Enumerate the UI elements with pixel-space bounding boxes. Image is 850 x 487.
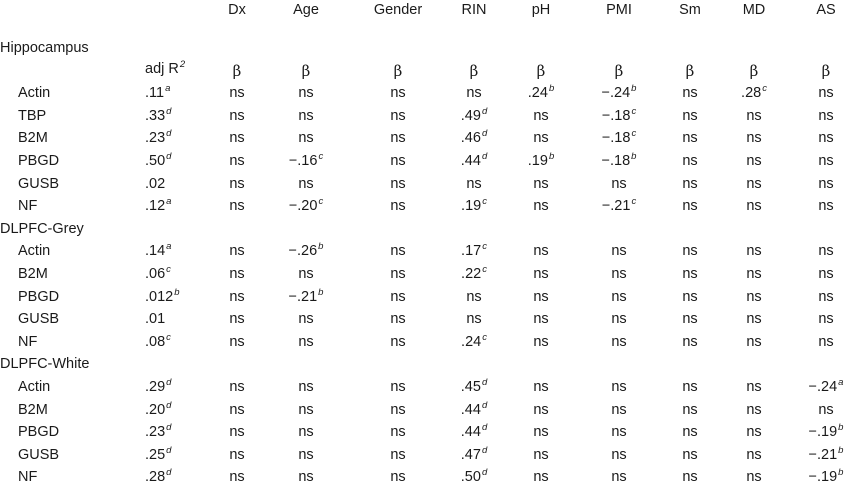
beta-value: ns xyxy=(818,175,834,192)
beta-value: ns xyxy=(229,424,245,441)
beta-value: ns xyxy=(746,107,762,124)
beta-value: ns xyxy=(390,379,406,395)
beta-value: ns xyxy=(746,401,762,418)
beta-value: −.21$^b$ xyxy=(808,444,844,463)
beta-value: ns xyxy=(298,311,314,328)
beta-header: β xyxy=(821,61,831,80)
beta-value: −.19$^b$ xyxy=(808,467,844,486)
beta-value: ns xyxy=(746,153,762,169)
beta-value: ns xyxy=(682,311,698,328)
beta-value: ns xyxy=(390,266,406,282)
beta-value: ns xyxy=(818,85,834,102)
beta-value: ns xyxy=(229,469,245,486)
adj-r2-value: .08$^c$ xyxy=(145,331,171,350)
adj-r2-value: .01 xyxy=(145,311,166,328)
beta-header: β xyxy=(685,61,695,80)
beta-value: ns xyxy=(390,107,406,124)
adj-r2-value: .28$^d$ xyxy=(145,467,172,486)
beta-value: ns xyxy=(682,266,698,282)
column-header-md: MD xyxy=(742,2,766,18)
beta-value: ns xyxy=(390,401,406,418)
beta-value: ns xyxy=(229,130,245,147)
column-header-pmi: PMI xyxy=(606,2,632,18)
beta-value: ns xyxy=(533,107,549,124)
beta-value: ns xyxy=(611,469,627,486)
beta-value: .45$^d$ xyxy=(460,377,488,395)
adj-r2-value: .14$^a$ xyxy=(145,241,172,260)
adj-r2-value: .23$^d$ xyxy=(145,128,172,147)
beta-value: ns xyxy=(298,175,314,192)
adj-r2-value: .50$^d$ xyxy=(145,151,172,169)
beta-value: ns xyxy=(390,198,406,215)
beta-value: ns xyxy=(682,130,698,147)
beta-value: ns xyxy=(533,446,549,463)
beta-header: β xyxy=(614,61,624,80)
beta-value: ns xyxy=(229,446,245,463)
beta-header: β xyxy=(232,61,242,80)
beta-value: ns xyxy=(466,288,482,305)
beta-value: ns xyxy=(611,175,627,192)
beta-value: .44$^d$ xyxy=(460,422,488,441)
beta-value: ns xyxy=(229,311,245,328)
beta-value: ns xyxy=(229,333,245,350)
gene-label: NF xyxy=(18,198,38,215)
beta-value: ns xyxy=(229,153,245,169)
beta-value: .24$^c$ xyxy=(461,331,487,350)
beta-value: ns xyxy=(682,446,698,463)
adj-r2-value: .23$^d$ xyxy=(145,422,172,441)
beta-value: ns xyxy=(298,107,314,124)
beta-value: ns xyxy=(682,85,698,102)
beta-value: ns xyxy=(533,288,549,305)
beta-value: ns xyxy=(466,175,482,192)
beta-value: ns xyxy=(818,243,834,260)
beta-value: ns xyxy=(298,401,314,418)
beta-value: −.21$^c$ xyxy=(601,196,637,215)
beta-value: ns xyxy=(611,424,627,441)
beta-value: ns xyxy=(682,153,698,169)
beta-value: ns xyxy=(611,446,627,463)
beta-value: ns xyxy=(229,107,245,124)
adj-r2-value: .33$^d$ xyxy=(145,105,172,124)
beta-value: −.24$^b$ xyxy=(601,83,637,102)
beta-value: ns xyxy=(533,243,549,260)
beta-value: ns xyxy=(818,130,834,147)
beta-value: ns xyxy=(682,288,698,305)
beta-value: ns xyxy=(818,311,834,328)
beta-value: −.21$^b$ xyxy=(288,286,324,305)
gene-label: GUSB xyxy=(18,446,60,463)
gene-label: B2M xyxy=(18,401,48,418)
column-header-ph: pH xyxy=(531,2,551,18)
beta-value: ns xyxy=(533,311,549,328)
beta-value: ns xyxy=(533,333,549,350)
beta-value: ns xyxy=(746,130,762,147)
beta-value: ns xyxy=(298,266,314,282)
gene-label: Actin xyxy=(18,379,51,395)
beta-value: ns xyxy=(611,243,627,260)
beta-value: ns xyxy=(818,333,834,350)
beta-value: ns xyxy=(818,401,834,418)
beta-value: −.26$^b$ xyxy=(288,241,324,260)
gene-label: PBGD xyxy=(18,288,60,305)
section-title: DLPFC-Grey xyxy=(0,220,84,237)
beta-value: ns xyxy=(682,379,698,395)
beta-value: ns xyxy=(682,243,698,260)
gene-label: Actin xyxy=(18,243,51,260)
beta-value: ns xyxy=(611,288,627,305)
beta-value: .49$^d$ xyxy=(460,105,488,124)
beta-value: ns xyxy=(746,379,762,395)
beta-value: ns xyxy=(390,311,406,328)
beta-value: −.18$^b$ xyxy=(601,151,637,169)
beta-value: ns xyxy=(682,333,698,350)
beta-value: ns xyxy=(533,266,549,282)
beta-value: ns xyxy=(818,107,834,124)
beta-value: ns xyxy=(682,175,698,192)
beta-value: ns xyxy=(298,424,314,441)
beta-value: ns xyxy=(746,175,762,192)
beta-value: .44$^d$ xyxy=(460,399,488,418)
beta-value: ns xyxy=(746,469,762,486)
beta-value: ns xyxy=(229,85,245,102)
beta-value: ns xyxy=(818,198,834,215)
beta-value: ns xyxy=(746,446,762,463)
beta-value: .17$^c$ xyxy=(461,241,487,260)
beta-value: ns xyxy=(298,333,314,350)
beta-value: −.24$^a$ xyxy=(808,377,844,395)
beta-value: ns xyxy=(229,288,245,305)
beta-value: ns xyxy=(390,333,406,350)
beta-value: ns xyxy=(298,130,314,147)
beta-value: ns xyxy=(682,107,698,124)
beta-value: ns xyxy=(746,288,762,305)
beta-value: ns xyxy=(611,401,627,418)
adj-r2-value: .12$^a$ xyxy=(145,196,172,215)
column-header-dx: Dx xyxy=(228,2,246,18)
beta-value: ns xyxy=(390,469,406,486)
beta-value: ns xyxy=(229,379,245,395)
beta-value: ns xyxy=(466,311,482,328)
beta-value: ns xyxy=(611,333,627,350)
beta-value: .28$^c$ xyxy=(741,83,767,102)
beta-value: ns xyxy=(611,266,627,282)
beta-value: .47$^d$ xyxy=(460,444,488,463)
beta-value: −.18$^c$ xyxy=(601,128,637,147)
beta-header: β xyxy=(536,61,546,80)
beta-header: β xyxy=(393,61,403,80)
beta-value: −.16$^c$ xyxy=(288,151,324,169)
beta-value: ns xyxy=(682,198,698,215)
column-header-gender: Gender xyxy=(373,2,423,18)
beta-value: ns xyxy=(818,266,834,282)
beta-value: ns xyxy=(390,424,406,441)
beta-value: ns xyxy=(746,311,762,328)
beta-value: ns xyxy=(682,401,698,418)
gene-label: Actin xyxy=(18,85,51,102)
column-header-age: Age xyxy=(293,2,319,18)
beta-value: ns xyxy=(682,424,698,441)
adj-r2-value: .25$^d$ xyxy=(145,444,172,463)
beta-value: .22$^c$ xyxy=(461,264,487,282)
beta-value: ns xyxy=(611,379,627,395)
beta-value: ns xyxy=(390,446,406,463)
column-header-as: AS xyxy=(816,2,836,18)
adj-r2-value: .29$^d$ xyxy=(145,377,172,395)
gene-label: PBGD xyxy=(18,424,60,441)
beta-value: ns xyxy=(298,379,314,395)
beta-value: ns xyxy=(533,424,549,441)
beta-value: ns xyxy=(390,243,406,260)
adj-r2-value: .06$^c$ xyxy=(145,264,171,282)
adj-r2-value: .02 xyxy=(145,175,166,192)
beta-value: .44$^d$ xyxy=(460,151,488,169)
beta-value: ns xyxy=(682,469,698,486)
beta-value: ns xyxy=(298,469,314,486)
beta-value: ns xyxy=(229,175,245,192)
beta-value: ns xyxy=(533,175,549,192)
beta-value: ns xyxy=(390,288,406,305)
beta-value: .19$^b$ xyxy=(527,151,555,169)
gene-label: PBGD xyxy=(18,153,60,169)
beta-value: .50$^d$ xyxy=(460,467,488,486)
adj-r2-value: .012$^b$ xyxy=(145,286,180,305)
gene-label: GUSB xyxy=(18,175,60,192)
beta-value: ns xyxy=(229,401,245,418)
beta-value: ns xyxy=(533,401,549,418)
beta-value: ns xyxy=(746,198,762,215)
beta-value: .46$^d$ xyxy=(460,128,488,147)
adj-r2-header: adj $R^2$ xyxy=(145,58,186,77)
beta-value: ns xyxy=(466,85,482,102)
beta-value: ns xyxy=(533,469,549,486)
beta-header: β xyxy=(301,61,311,80)
beta-header: β xyxy=(469,61,479,80)
beta-value: ns xyxy=(611,311,627,328)
beta-value: ns xyxy=(390,153,406,169)
adj-r2-value: .11$^a$ xyxy=(145,83,171,102)
adj-r2-value: .20$^d$ xyxy=(145,399,172,418)
beta-value: ns xyxy=(746,266,762,282)
beta-value: ns xyxy=(533,198,549,215)
gene-label: NF xyxy=(18,333,38,350)
beta-value: ns xyxy=(390,85,406,102)
beta-value: ns xyxy=(390,175,406,192)
beta-value: ns xyxy=(298,85,314,102)
gene-label: TBP xyxy=(18,107,47,124)
beta-value: ns xyxy=(229,198,245,215)
beta-value: ns xyxy=(229,266,245,282)
beta-value: −.20$^c$ xyxy=(288,196,324,215)
beta-value: ns xyxy=(298,446,314,463)
beta-value: .24$^b$ xyxy=(527,83,555,102)
beta-header: β xyxy=(749,61,759,80)
section-title: Hippocampus xyxy=(0,40,89,56)
gene-label: GUSB xyxy=(18,311,60,328)
beta-value: ns xyxy=(746,333,762,350)
beta-value: ns xyxy=(746,424,762,441)
column-header-sm: Sm xyxy=(679,2,701,18)
beta-value: ns xyxy=(533,130,549,147)
gene-label: NF xyxy=(18,469,38,486)
gene-label: B2M xyxy=(18,266,48,282)
beta-value: ns xyxy=(229,243,245,260)
column-header-rin: RIN xyxy=(461,2,487,18)
gene-label: B2M xyxy=(18,130,48,147)
beta-value: ns xyxy=(818,288,834,305)
beta-value: ns xyxy=(390,130,406,147)
beta-value: −.18$^c$ xyxy=(601,105,637,124)
beta-value: ns xyxy=(746,243,762,260)
beta-value: .19$^c$ xyxy=(461,196,487,215)
beta-value: ns xyxy=(818,153,834,169)
section-title: DLPFC-White xyxy=(0,356,90,373)
beta-value: ns xyxy=(533,379,549,395)
beta-value: −.19$^b$ xyxy=(808,422,844,441)
